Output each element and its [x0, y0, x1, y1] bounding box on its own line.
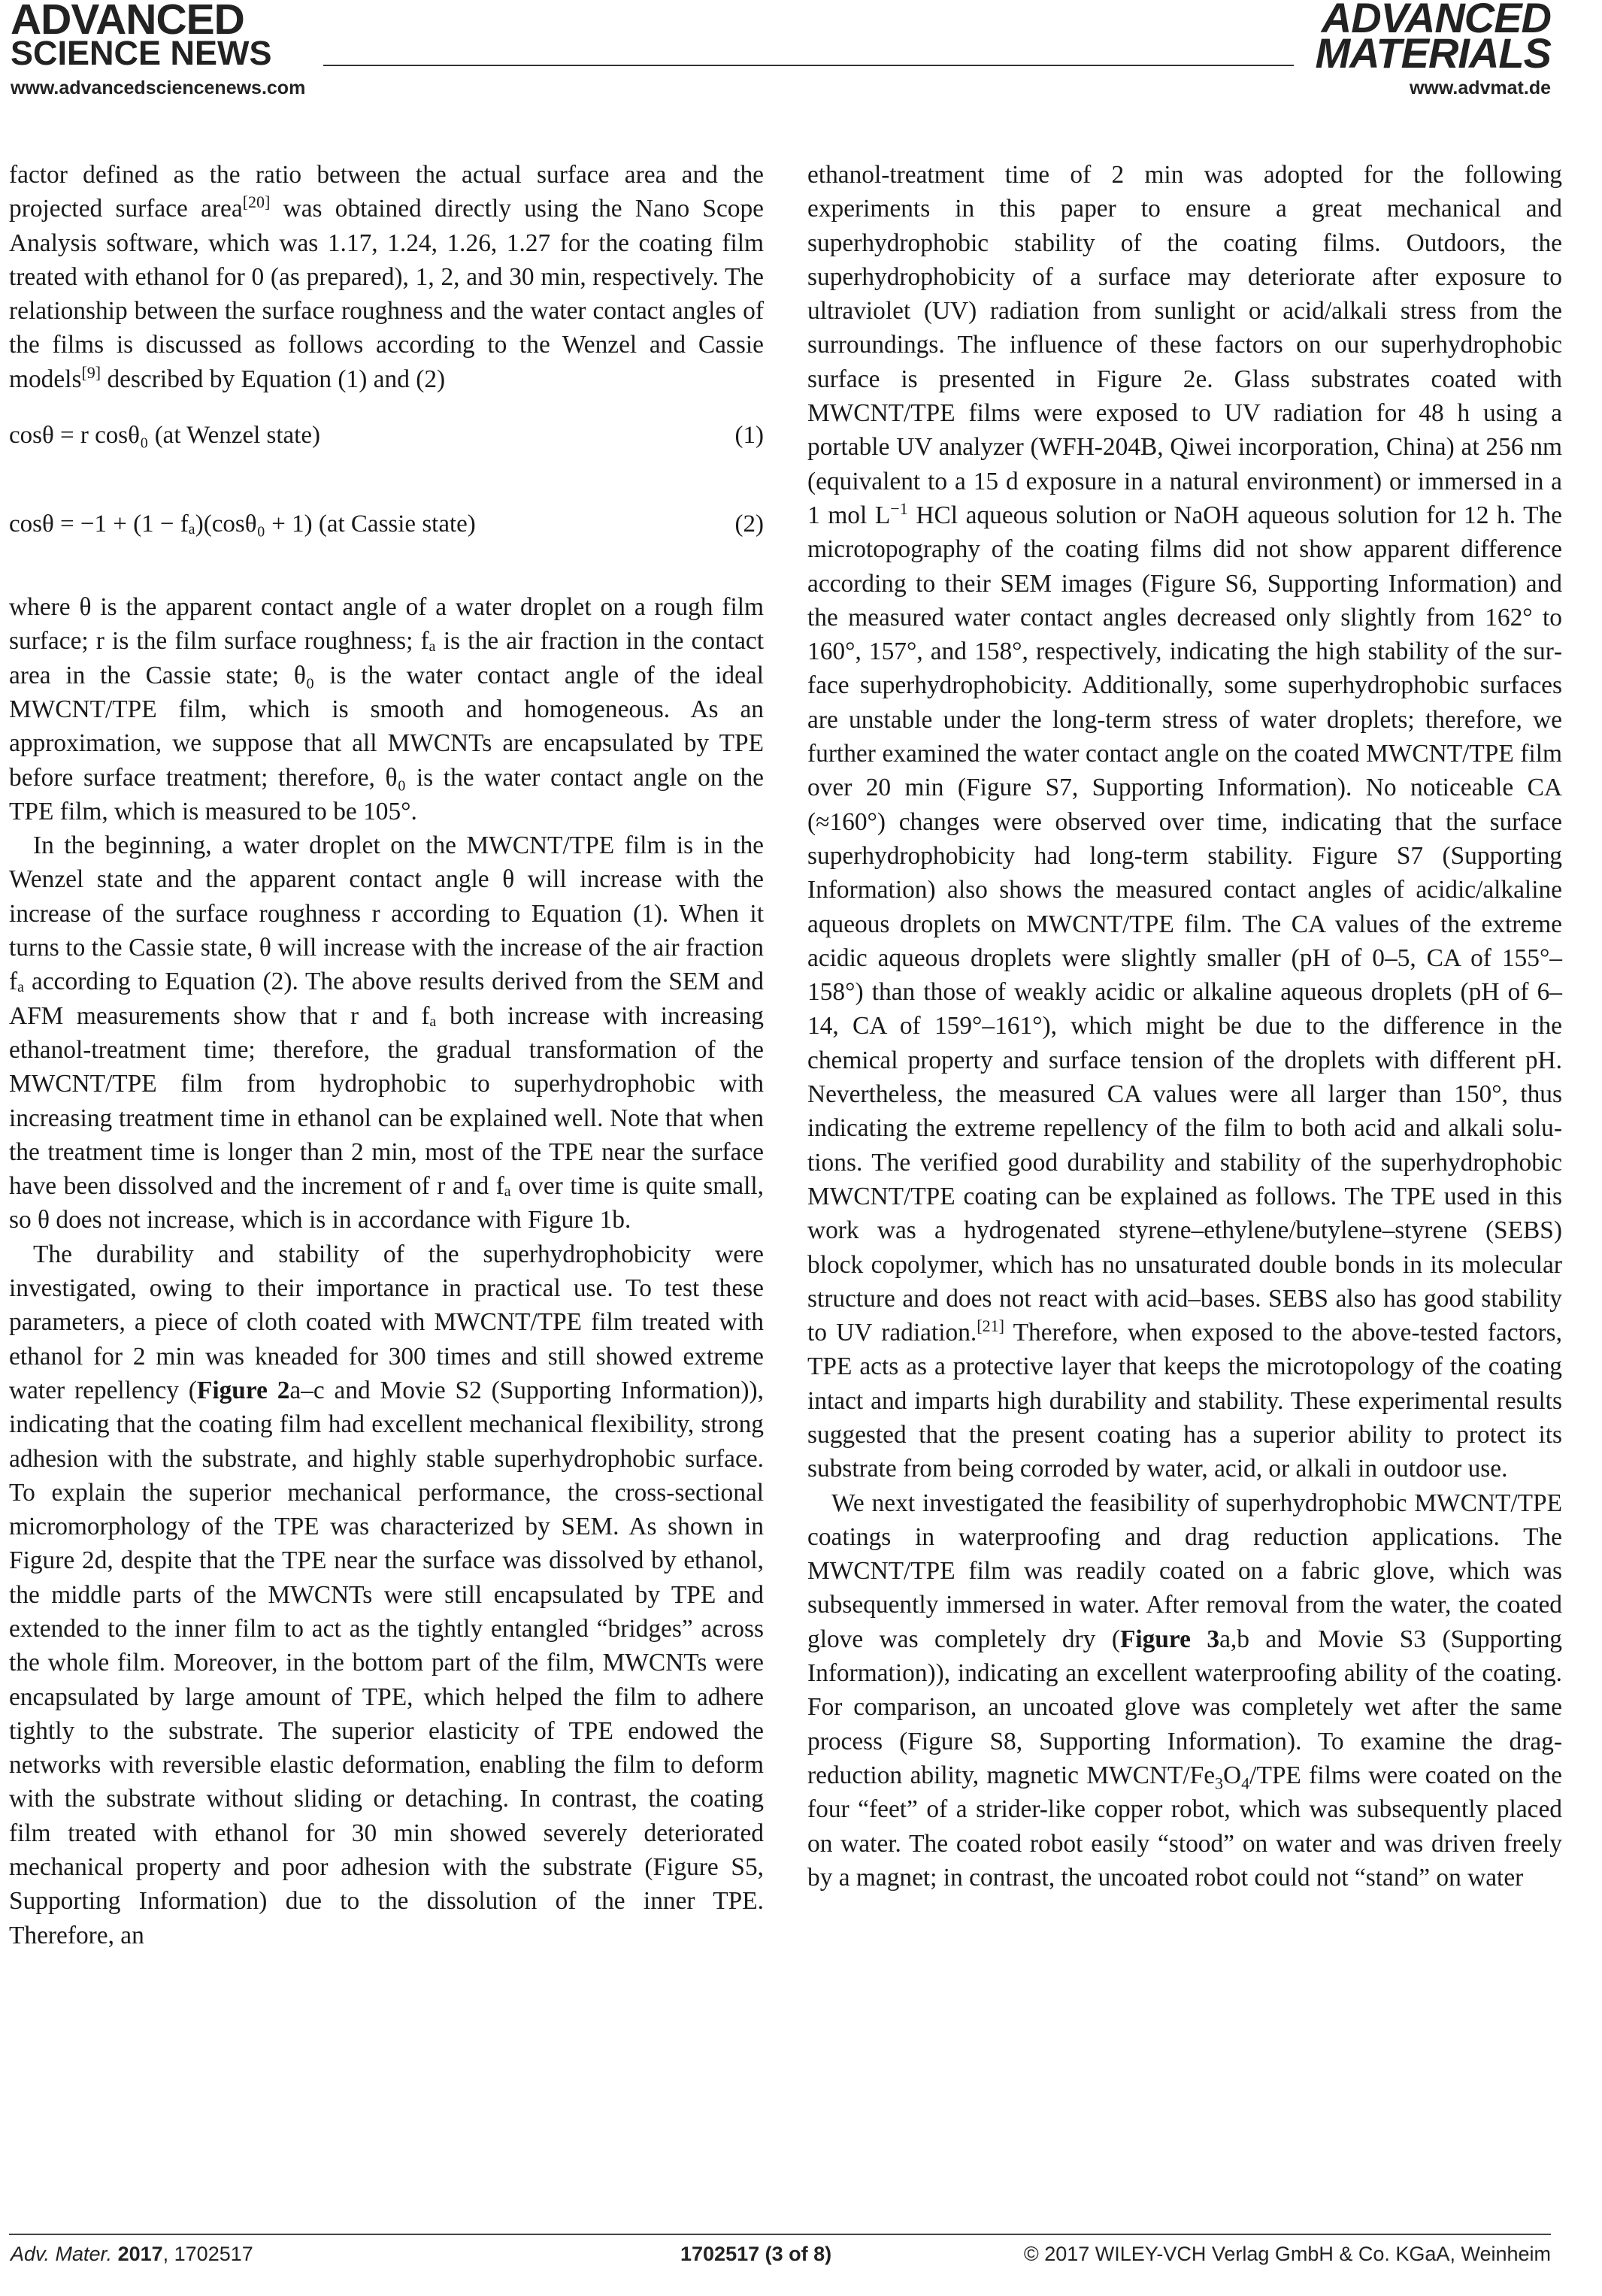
- figure-ref[interactable]: Figure 3: [1119, 1625, 1220, 1653]
- text: was obtained directly using the Nano Scope Analysis software, which was 1.17, 1.24, 1.26, 1.27 for the coating film treated with ethanol for 0 (as prepared), 1, 2, and 30 min, respectively. The relationship between the surface roughness and the water contact angles of the films is discussed as follows according to the Wenzel and Cassie models: [9, 195, 764, 393]
- url-left[interactable]: www.advancedsciencenews.com: [11, 77, 306, 98]
- article-number: , 1702517: [162, 2243, 253, 2265]
- right-paragraph-1: [807, 158, 1562, 1486]
- equation-1-expression: cosθ = r cosθ₀ (at Wenzel state): [9, 422, 320, 450]
- year: 2017: [117, 2243, 163, 2265]
- logo-right-line2: MATERIALS: [1315, 29, 1551, 77]
- advanced-materials-logo: [1315, 0, 1552, 77]
- equation-1-number: (1): [734, 422, 764, 450]
- url-right[interactable]: www.advmat.de: [1409, 77, 1551, 98]
- text: /TPE films were coated on the four “feet” of a strider-like copper robot, which was subsequently placed on water. The coated robot easily “stood” on water and was driven freely by a magnet; in contrast, the uncoated robot could not “stand” on water: [807, 1761, 1562, 1892]
- citation[interactable]: [21]: [977, 1316, 1004, 1335]
- advanced-science-news-logo: [11, 0, 272, 73]
- equation-2: [9, 507, 764, 557]
- text: The durability and stability of the superhydrophobicity were investigated, owing to their importance in practical use. To test these parameters, a piece of cloth coated with MWCNT/TPE film treated with ethanol for 2 min was kneaded for 300 times and still showed extreme water repellency (: [9, 1240, 764, 1404]
- left-paragraph-1: [9, 158, 764, 396]
- text: ethanol-treatment time of 2 min was adopted for the following experiments in this paper to ensure a great mechanical and superhydrophobic stability of the coating films. Outdoors, the superhydrophobicity of a surface may deteriorate after exposure to ultraviolet (UV) radiation from sunlight or acid/alkali stress from the surroundings. The influence of these factors on our superhydrophobic surface is presented in Figure 2e. Glass substrates coated with MWCNT/TPE films were exposed to UV radiation for 48 h using a portable UV analyzer (WFH-204B, Qiwei incorporation, China) at 256 nm (equivalent to a 15 d exposure in a natural environment) or immersed in a 1 mol L: [807, 161, 1562, 529]
- left-paragraph-2: where θ is the apparent contact angle of a water droplet on a rough film surface; r is the film surface roughness; fₐ is the air fraction in the contact area in the Cassie state; θ₀ is the water contact angle of the ideal MWCNT/TPE film, which is smooth and homogeneous. As an approximation, we suppose that all MWCNTs are encapsulated by TPE before surface treatment; therefore, θ₀ is the water contact angle on the TPE film, which is measured to be 105°.: [9, 593, 764, 825]
- equation-2-expression: cosθ = −1 + (1 − fₐ)(cosθ₀ + 1) (at Cassie state): [9, 510, 476, 538]
- equation-2-number: (2): [734, 510, 764, 538]
- subscript: 3: [1215, 1773, 1224, 1793]
- text: described by Equation (1) and (2): [101, 365, 446, 393]
- text: O: [1223, 1761, 1242, 1789]
- right-paragraph-2: [807, 1486, 1562, 1895]
- journal-name: Adv. Mater.: [11, 2243, 113, 2265]
- page-number: 1702517 (3 of 8): [680, 2243, 832, 2265]
- equation-1: [9, 419, 764, 468]
- logo-left-line1: ADVANCED: [11, 0, 244, 44]
- text: factor defined as the ratio between the actual surface area and the projected surface area: [9, 161, 764, 223]
- text: HCl aqueous solution or NaOH aqueous solution for 12 h. The microtopography of the coating films did not show apparent difference according to their SEM images (Figure S6, Supporting Information) and the measured water contact angles decreased only slightly from 162° to 160°, 157°, and 158°, respectively, indicating the high stability of the surface superhydrophobicity. Additionally, some superhydrophobic surfaces are unstable under the long-term stress of water droplets; therefore, we further examined the water contact angle on the coated MWCNT/TPE film over 20 min (Figure S7, Supporting Information). No noticeable CA (≈160°) changes were observed over time, indicating that the surface superhydrophobicity had long-term stability. Figure S7 (Supporting Information) also shows the measured contact angles of acidic/alkaline aqueous droplets on MWCNT/TPE film. The CA values of the extreme acidic aqueous droplets were slightly smaller (pH of 0–5, CA of 155°–158°) than those of weakly acidic or alkaline aqueous droplets (pH of 6–14, CA of 159°–161°), which might be due to the difference in the chemical property and surface tension of the droplets with different pH. Nevertheless, the measured CA values were all larger than 150°, thus indicating the extreme repellency of the film to both acid and alkali solutions. The verified good durability and stability of the superhydrophobic MWCNT/TPE coating can be explained as follows. The TPE used in this work was a hydrogenated styrene–ethylene/butylene–styrene (SEBS) block copolymer, which has no unsaturated double bonds in its molecular structure and does not react with acid–bases. SEBS also has good stability to UV radiation.: [807, 501, 1562, 1347]
- figure-ref[interactable]: Figure 2: [196, 1376, 290, 1404]
- left-paragraph-3: In the beginning, a water droplet on the MWCNT/TPE film is in the Wenzel state and the apparent contact angle θ will increase with the increase of the surface roughness r according to Equation (1). When it turns to the Cassie state, θ will increase with the increase of the air fraction fₐ according to Equation (2). The above results derived from the SEM and AFM measurements show that r and fₐ both increase with increasing ethanol-treatment time; therefore, the gradual transformation of the MWCNT/TPE film from hydrophobic to superhydrophobic with increasing treatment time in ethanol can be explained well. Note that when the treatment time is longer than 2 min, most of the TPE near the surface have been dissolved and the increment of r and fₐ over time is quite small, so θ does not increase, which is in accordance with Figure 1b.: [9, 831, 764, 1234]
- citation[interactable]: [20]: [242, 192, 271, 212]
- citation[interactable]: [9]: [81, 362, 101, 382]
- left-column: [9, 158, 764, 1952]
- header-rule: [323, 65, 1294, 66]
- left-paragraph-4: [9, 1237, 764, 1952]
- logo-left-line2: SCIENCE NEWS: [11, 34, 272, 73]
- text: We next investigated the feasibility of superhydrophobic MWCNT/TPE coatings in waterproofing and drag reduction applications. The MWCNT/TPE film was readily coated on a fabric glove, which was subsequently immersed in water. After removal from the water, the coated glove was completely dry (: [807, 1489, 1562, 1653]
- footer-rule: [9, 2234, 1551, 2235]
- text: Therefore, when exposed to the above-tested factors, TPE acts as a protective layer that keeps the microtopology of the coating intact and imparts high durability and stability. These experimental results suggested that the present coating has a superior ability to protect its substrate from being corroded by water, acid, or alkali in outdoor use.: [807, 1319, 1562, 1483]
- right-column: [807, 158, 1562, 1895]
- footer-citation: [11, 2243, 253, 2266]
- subscript: 4: [1241, 1773, 1250, 1793]
- text: a–c and Movie S2 (Supporting Information)), indicating that the coating film had excellent mechanical flexibility, strong adhesion with the substrate, and highly stable superhydrophobic surface. To explain the superior mechanical performance, the cross-sectional micromorphology of the TPE was characterized by SEM. As shown in Figure 2d, despite that the TPE near the surface was dissolved by ethanol, the middle parts of the MWCNTs were still encapsulated by TPE and extended to the inner film to act as the tightly entangled “bridges” across the whole film. Moreover, in the bottom part of the film, MWCNTs were encapsulated by large amount of TPE, which helped the film to adhere tightly to the substrate. The superior elasticity of TPE endowed the networks with reversible elastic deformation, enabling the film to deform with the substrate without sliding or detaching. In contrast, the coating film treated with ethanol for 30 min showed severely deteriorated mechanical property and poor adhesion with the substrate (Figure S5, Supporting Information) due to the dissolution of the inner TPE. Therefore, an: [9, 1376, 764, 1949]
- copyright: © 2017 WILEY-VCH Verlag GmbH & Co. KGaA, Weinheim: [1023, 2243, 1551, 2265]
- logo-right-line1: ADVANCED: [1321, 0, 1551, 41]
- text: a,b and Movie S3 (Supporting Information)), indicating an excellent waterproofing ability of the coating. For comparison, an uncoated glove was completely wet after the same process (Figure S8, Supporting Information). To examine the drag-reduction ability, magnetic MWCNT/Fe: [807, 1625, 1562, 1789]
- superscript: −1: [890, 498, 908, 518]
